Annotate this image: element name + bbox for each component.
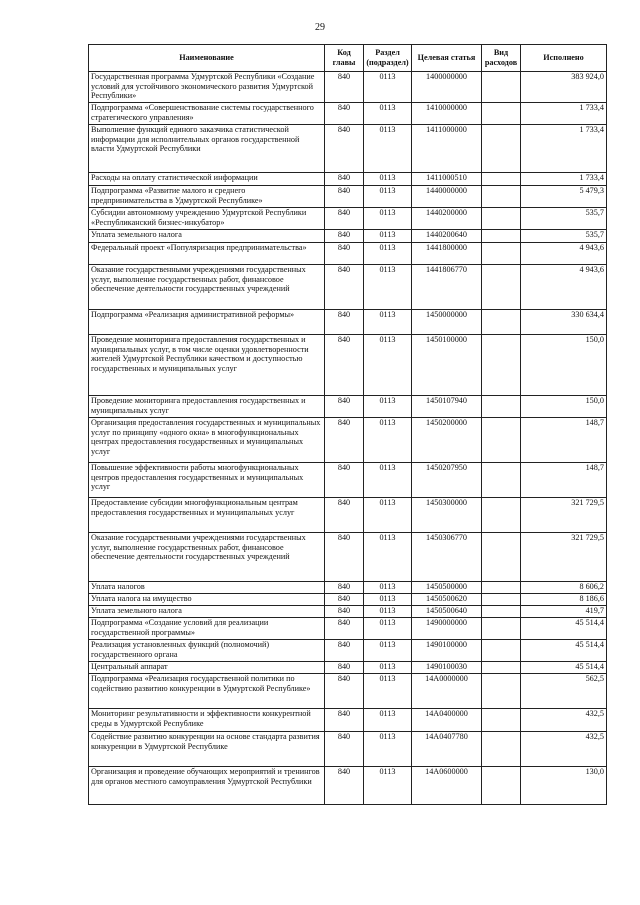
row-amount: 8 606,2: [521, 582, 607, 594]
row-section: 0113: [364, 186, 412, 208]
row-name: Содействие развитию конкуренции на основе стандарта развития конкуренции в Удмуртской Республике: [89, 732, 325, 767]
row-expense-type: [482, 732, 521, 767]
table-row: [89, 767, 607, 805]
row-section: 0113: [364, 498, 412, 533]
row-expense-type: [482, 310, 521, 335]
row-section: 0113: [364, 640, 412, 662]
row-code: 840: [325, 230, 364, 243]
row-section: 0113: [364, 310, 412, 335]
row-section: 0113: [364, 709, 412, 732]
row-code: 840: [325, 662, 364, 674]
row-amount: 535,7: [521, 208, 607, 230]
row-code: 840: [325, 310, 364, 335]
row-code: 840: [325, 618, 364, 640]
table-row: [89, 72, 607, 103]
row-code: 840: [325, 265, 364, 310]
row-section: 0113: [364, 335, 412, 396]
row-name: Организация предоставления государственных и муниципальных услуг по принципу «одного окна» в многофункциональных центрах предоставления государственных и муниципальных услуг: [89, 418, 325, 463]
row-section: 0113: [364, 125, 412, 173]
table-row: [89, 606, 607, 618]
row-expense-type: [482, 674, 521, 709]
row-code: 840: [325, 72, 364, 103]
row-name: Оказание государственными учреждениями государственных услуг, выполнение государственных работ, финансовое обеспечение деятельности государственных учреждений: [89, 533, 325, 582]
row-code: 840: [325, 582, 364, 594]
row-amount: 419,7: [521, 606, 607, 618]
row-target: 1450500620: [412, 594, 482, 606]
row-section: 0113: [364, 767, 412, 805]
row-expense-type: [482, 230, 521, 243]
row-section: 0113: [364, 594, 412, 606]
row-code: 840: [325, 674, 364, 709]
row-code: 840: [325, 208, 364, 230]
row-code: 840: [325, 732, 364, 767]
row-section: 0113: [364, 606, 412, 618]
row-expense-type: [482, 103, 521, 125]
row-code: 840: [325, 418, 364, 463]
row-name: Повышение эффективности работы многофункциональных центров предоставления государственных и муниципальных услуг: [89, 463, 325, 498]
table-body: [89, 72, 607, 805]
row-code: 840: [325, 103, 364, 125]
row-amount: 1 733,4: [521, 173, 607, 186]
row-name: Выполнение функций единого заказчика статистической информации для исполнительных органов государственной власти Удмуртской Республики: [89, 125, 325, 173]
row-target: 1490000000: [412, 618, 482, 640]
row-name: Субсидии автономному учреждению Удмуртской Республики «Республиканский бизнес-инкубатор»: [89, 208, 325, 230]
row-section: 0113: [364, 418, 412, 463]
row-target: 1440200640: [412, 230, 482, 243]
row-target: 1450200000: [412, 418, 482, 463]
row-amount: 1 733,4: [521, 103, 607, 125]
row-section: 0113: [364, 230, 412, 243]
header-target: Целевая статья: [412, 45, 482, 72]
row-name: Проведение мониторинга предоставления государственных и муниципальных услуг, в том числе оценки удовлетворенности жителей Удмуртской Республики качеством и доступностью государственных и муниципальных услуг: [89, 335, 325, 396]
row-expense-type: [482, 582, 521, 594]
table-row: [89, 243, 607, 265]
table-row: [89, 463, 607, 498]
table-row: [89, 396, 607, 418]
row-expense-type: [482, 606, 521, 618]
row-expense-type: [482, 533, 521, 582]
row-target: 1441800000: [412, 243, 482, 265]
table-row: [89, 125, 607, 173]
row-code: 840: [325, 533, 364, 582]
row-expense-type: [482, 125, 521, 173]
row-expense-type: [482, 396, 521, 418]
row-expense-type: [482, 618, 521, 640]
row-name: Федеральный проект «Популяризация предпринимательства»: [89, 243, 325, 265]
row-target: 14А0400000: [412, 709, 482, 732]
row-target: 14А0600000: [412, 767, 482, 805]
row-expense-type: [482, 186, 521, 208]
row-amount: 535,7: [521, 230, 607, 243]
table-row: [89, 498, 607, 533]
row-target: 1410000000: [412, 103, 482, 125]
table-row: [89, 594, 607, 606]
row-expense-type: [482, 173, 521, 186]
row-code: 840: [325, 173, 364, 186]
row-name: Уплата земельного налога: [89, 230, 325, 243]
row-code: 840: [325, 709, 364, 732]
row-amount: 4 943,6: [521, 243, 607, 265]
table-row: [89, 582, 607, 594]
row-target: 1450100000: [412, 335, 482, 396]
row-section: 0113: [364, 662, 412, 674]
row-target: 1411000000: [412, 125, 482, 173]
row-target: 1400000000: [412, 72, 482, 103]
row-section: 0113: [364, 463, 412, 498]
row-amount: 130,0: [521, 767, 607, 805]
row-name: Подпрограмма «Развитие малого и среднего предпринимательства в Удмуртской Республике»: [89, 186, 325, 208]
row-amount: 148,7: [521, 463, 607, 498]
row-name: Подпрограмма «Совершенствование системы государственного стратегического управления»: [89, 103, 325, 125]
table-row: [89, 640, 607, 662]
row-amount: 562,5: [521, 674, 607, 709]
row-section: 0113: [364, 732, 412, 767]
row-expense-type: [482, 243, 521, 265]
row-name: Уплата налогов: [89, 582, 325, 594]
row-expense-type: [482, 640, 521, 662]
table-row: [89, 618, 607, 640]
header-section: Раздел (подраздел): [364, 45, 412, 72]
row-name: Уплата налога на имущество: [89, 594, 325, 606]
table-row: [89, 186, 607, 208]
row-amount: 148,7: [521, 418, 607, 463]
table-row: [89, 103, 607, 125]
row-expense-type: [482, 662, 521, 674]
row-expense-type: [482, 265, 521, 310]
page-number: 29: [315, 22, 325, 33]
row-expense-type: [482, 418, 521, 463]
row-target: 1450500000: [412, 582, 482, 594]
row-name: Подпрограмма «Реализация государственной политики по содействию развитию конкуренции в Удмуртской Республике»: [89, 674, 325, 709]
row-target: 1490100030: [412, 662, 482, 674]
row-target: 1490100000: [412, 640, 482, 662]
row-name: Реализация установленных функций (полномочий) государственного органа: [89, 640, 325, 662]
row-code: 840: [325, 498, 364, 533]
row-amount: 432,5: [521, 732, 607, 767]
row-amount: 383 924,0: [521, 72, 607, 103]
row-code: 840: [325, 125, 364, 173]
row-expense-type: [482, 594, 521, 606]
row-amount: 321 729,5: [521, 533, 607, 582]
row-name: Организация и проведение обучающих мероприятий и тренингов для органов местного самоуправления Удмуртской Республики: [89, 767, 325, 805]
row-section: 0113: [364, 103, 412, 125]
row-target: 1450300000: [412, 498, 482, 533]
table-row: [89, 230, 607, 243]
row-target: 1411000510: [412, 173, 482, 186]
row-name: Мониторинг результативности и эффективности конкурентной среды в Удмуртской Республике: [89, 709, 325, 732]
row-target: 1450107940: [412, 396, 482, 418]
row-amount: 330 634,4: [521, 310, 607, 335]
row-name: Проведение мониторинга предоставления государственных и муниципальных услуг: [89, 396, 325, 418]
row-target: 1450000000: [412, 310, 482, 335]
row-code: 840: [325, 396, 364, 418]
table-row: [89, 732, 607, 767]
row-expense-type: [482, 208, 521, 230]
table-row: [89, 310, 607, 335]
row-code: 840: [325, 463, 364, 498]
row-code: 840: [325, 594, 364, 606]
row-section: 0113: [364, 243, 412, 265]
row-amount: 1 733,4: [521, 125, 607, 173]
row-section: 0113: [364, 173, 412, 186]
row-name: Подпрограмма «Реализация административной реформы»: [89, 310, 325, 335]
table-row: [89, 418, 607, 463]
row-target: 1450500640: [412, 606, 482, 618]
row-name: Расходы на оплату статистической информации: [89, 173, 325, 186]
table-row: [89, 674, 607, 709]
table-row: [89, 662, 607, 674]
row-amount: 150,0: [521, 335, 607, 396]
budget-execution-table: [88, 44, 607, 805]
table-header-row: [89, 45, 607, 72]
row-target: 14А0000000: [412, 674, 482, 709]
row-amount: 8 186,6: [521, 594, 607, 606]
header-amount: Исполнено: [521, 45, 607, 72]
row-amount: 45 514,4: [521, 662, 607, 674]
row-expense-type: [482, 709, 521, 732]
row-amount: 45 514,4: [521, 640, 607, 662]
row-code: 840: [325, 186, 364, 208]
row-code: 840: [325, 606, 364, 618]
row-expense-type: [482, 498, 521, 533]
row-expense-type: [482, 335, 521, 396]
header-name: Наименование: [89, 45, 325, 72]
row-code: 840: [325, 243, 364, 265]
row-target: 1440000000: [412, 186, 482, 208]
row-target: 1440200000: [412, 208, 482, 230]
row-target: 14А0407780: [412, 732, 482, 767]
table-row: [89, 173, 607, 186]
row-code: 840: [325, 640, 364, 662]
header-expense-type: Вид расходов: [482, 45, 521, 72]
row-name: Оказание государственными учреждениями государственных услуг, выполнение государственных работ, финансовое обеспечение деятельности государственных учреждений: [89, 265, 325, 310]
header-code: Код главы: [325, 45, 364, 72]
row-name: Центральный аппарат: [89, 662, 325, 674]
row-name: Уплата земельного налога: [89, 606, 325, 618]
row-code: 840: [325, 767, 364, 805]
row-name: Государственная программа Удмуртской Республики «Создание условий для устойчивого экономического развития Удмуртской Республики»: [89, 72, 325, 103]
row-section: 0113: [364, 674, 412, 709]
row-expense-type: [482, 767, 521, 805]
row-section: 0113: [364, 265, 412, 310]
row-target: 1450306770: [412, 533, 482, 582]
table-row: [89, 208, 607, 230]
table-row: [89, 533, 607, 582]
row-section: 0113: [364, 208, 412, 230]
row-section: 0113: [364, 582, 412, 594]
row-expense-type: [482, 72, 521, 103]
row-code: 840: [325, 335, 364, 396]
row-section: 0113: [364, 533, 412, 582]
row-section: 0113: [364, 72, 412, 103]
row-amount: 45 514,4: [521, 618, 607, 640]
row-amount: 150,0: [521, 396, 607, 418]
row-name: Предоставление субсидии многофункциональным центрам предоставления государственных и муниципальных услуг: [89, 498, 325, 533]
row-target: 1450207950: [412, 463, 482, 498]
table-row: [89, 265, 607, 310]
row-name: Подпрограмма «Создание условий для реализации государственной программы»: [89, 618, 325, 640]
row-amount: 432,5: [521, 709, 607, 732]
table-row: [89, 335, 607, 396]
row-amount: 321 729,5: [521, 498, 607, 533]
row-amount: 5 479,3: [521, 186, 607, 208]
row-target: 1441806770: [412, 265, 482, 310]
row-amount: 4 943,6: [521, 265, 607, 310]
row-expense-type: [482, 463, 521, 498]
table-row: [89, 709, 607, 732]
row-section: 0113: [364, 396, 412, 418]
row-section: 0113: [364, 618, 412, 640]
